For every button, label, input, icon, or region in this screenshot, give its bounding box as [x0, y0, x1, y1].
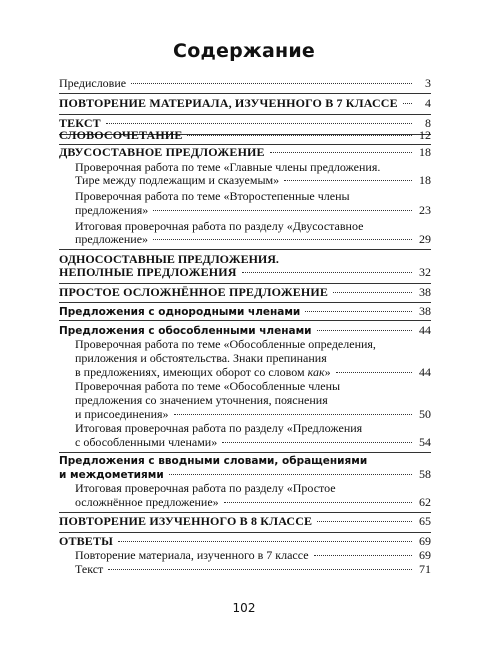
dot-leader — [242, 272, 412, 273]
dot-leader — [284, 180, 412, 181]
toc-entry-page: 69 — [419, 534, 431, 548]
dot-leader — [187, 135, 412, 136]
section-divider — [59, 512, 431, 513]
toc-entry-title: НЕПОЛНЫЕ ПРЕДЛОЖЕНИЯ — [59, 265, 237, 279]
toc-entry-title: ПОВТОРЕНИЕ МАТЕРИАЛА, ИЗУЧЕННОГО В 7 КЛАССЕ — [59, 96, 398, 110]
toc-entry-title: ПРОСТОЕ ОСЛОЖНЁННОЕ ПРЕДЛОЖЕНИЕ — [59, 285, 329, 299]
toc-entry-page: 44 — [419, 323, 431, 337]
section-divider — [59, 320, 431, 321]
toc-subentry-answers-review[interactable] — [75, 548, 431, 563]
toc-entry-page: 18 — [419, 173, 431, 187]
dot-leader — [108, 569, 412, 570]
dot-leader — [270, 152, 412, 153]
dot-leader — [106, 123, 412, 124]
toc-subentry-line: приложения и обстоятельства. Знаки препинания — [75, 351, 327, 365]
toc-entry-page: 8 — [425, 116, 431, 130]
dot-leader — [153, 239, 412, 240]
toc-entry-title: ПОВТОРЕНИЕ ИЗУЧЕННОГО В 8 КЛАССЕ — [59, 514, 313, 528]
toc-entry-title: Тире между подлежащим и сказуемым» — [75, 173, 280, 187]
dot-leader — [174, 414, 412, 415]
page-number: 102 — [232, 601, 256, 615]
toc-subentry-final-two-part[interactable] — [75, 232, 431, 247]
section-divider — [59, 93, 431, 94]
toc-entry-preface[interactable] — [59, 76, 431, 91]
toc-entry-text: в предложениях, имеющих оборот со словом — [75, 365, 308, 379]
toc-entry-complicated-sentence[interactable] — [59, 285, 431, 300]
toc-entry-italic-word: как — [307, 365, 325, 379]
dot-leader — [224, 502, 412, 503]
toc-entry-page: 38 — [419, 304, 431, 318]
toc-subentry-final-complicated[interactable] — [75, 495, 431, 510]
dot-leader — [131, 83, 412, 84]
toc-entry-two-part-sentence[interactable] — [59, 145, 431, 160]
dot-leader — [336, 372, 412, 373]
dot-leader — [169, 474, 412, 475]
section-divider — [59, 283, 431, 284]
toc-entry-page: 12 — [419, 128, 431, 142]
toc-entry-page: 29 — [419, 232, 431, 246]
page-title: Содержание — [173, 40, 315, 62]
dot-leader — [222, 442, 412, 443]
toc-entry-page: 50 — [419, 407, 431, 421]
toc-subentry-line: Проверочная работа по теме «Главные члены предложения. — [75, 160, 381, 174]
toc-subentry-line: Проверочная работа по теме «Обособленные члены — [75, 379, 341, 393]
toc-subentry-line: Итоговая проверочная работа по разделу «Двусоставное — [75, 219, 364, 233]
toc-entry-page: 58 — [419, 467, 431, 481]
toc-entry-review-7[interactable] — [59, 96, 431, 111]
toc-entry-title: ТЕКСТ — [59, 116, 101, 130]
toc-entry-title: Текст — [75, 562, 104, 576]
dot-leader — [305, 311, 412, 312]
section-divider — [59, 302, 431, 303]
toc-entry-title: Повторение материала, изученного в 7 классе — [75, 548, 309, 562]
toc-entry-page: 69 — [419, 548, 431, 562]
toc-entry-title: с обособленными членами» — [75, 435, 218, 449]
toc-entry-page: 62 — [419, 495, 431, 509]
toc-entry-title: предложение» — [75, 232, 149, 246]
toc-entry-line: ОДНОСОСТАВНЫЕ ПРЕДЛОЖЕНИЯ. — [59, 252, 279, 266]
toc-entry-title: и присоединения» — [75, 407, 169, 421]
toc-entry-title: ДВУСОСТАВНОЕ ПРЕДЛОЖЕНИЕ — [59, 145, 265, 159]
toc-entry-phrase[interactable] — [59, 128, 431, 143]
toc-entry-title: и междометиями — [59, 469, 164, 481]
toc-entry-page: 4 — [425, 96, 431, 110]
toc-entry-answers[interactable] — [59, 534, 431, 549]
dot-leader — [314, 555, 412, 556]
toc-subentry-line: предложения со значением уточнения, пояснения — [75, 393, 328, 407]
dot-leader — [317, 330, 412, 331]
toc-entry-page: 23 — [419, 203, 431, 217]
toc-entry-page: 18 — [419, 145, 431, 159]
toc-subentry-line: Проверочная работа по теме «Обособленные определения, — [75, 337, 376, 351]
toc-entry-title: Предложения с обособленными членами — [59, 325, 312, 337]
toc-entry-title: предложения» — [75, 203, 149, 217]
toc-subentry-final-isolated[interactable] — [75, 435, 431, 450]
toc-entry-one-part-sentences[interactable] — [59, 265, 431, 280]
toc-entry-title — [75, 365, 331, 380]
toc-entry-review-8[interactable] — [59, 514, 431, 529]
toc-entry-title: Предложения с однородными членами — [59, 306, 301, 318]
toc-subentry-secondary-members[interactable] — [75, 203, 431, 218]
toc-entry-page: 65 — [419, 514, 431, 528]
toc-subentry-line: Проверочная работа по теме «Второстепенные члены — [75, 189, 350, 203]
dot-leader — [118, 541, 412, 542]
toc-entry-title: осложнённое предложение» — [75, 495, 219, 509]
toc-entry-text: » — [324, 365, 331, 379]
section-divider — [59, 452, 431, 453]
toc-entry-page: 38 — [419, 285, 431, 299]
toc-entry-title: Предисловие — [59, 76, 127, 90]
toc-subentry-clarification[interactable] — [75, 407, 431, 422]
section-divider — [59, 114, 431, 115]
dot-leader — [333, 292, 412, 293]
section-divider — [59, 532, 431, 533]
toc-entry-title: ОТВЕТЫ — [59, 534, 114, 548]
toc-entry-page: 32 — [419, 265, 431, 279]
dot-leader — [153, 210, 412, 211]
toc-entry-page: 44 — [419, 365, 431, 379]
toc-subentry-line: Итоговая проверочная работа по разделу «Простое — [75, 481, 336, 495]
toc-subentry-main-members[interactable] — [75, 173, 431, 188]
toc-subentry-answers-text[interactable] — [75, 562, 431, 577]
toc-subentry-line: Итоговая проверочная работа по разделу «Предложения — [75, 421, 363, 435]
toc-entry-page: 71 — [419, 562, 431, 576]
toc-entry-homogeneous[interactable] — [59, 304, 431, 320]
toc-entry-title: СЛОВОСОЧЕТАНИЕ — [59, 128, 183, 142]
dot-leader — [403, 103, 412, 104]
toc-entry-page: 3 — [425, 76, 431, 90]
toc-entry-line: Предложения с вводными словами, обращениями — [59, 455, 368, 467]
toc-entry-page: 54 — [419, 435, 431, 449]
section-divider — [59, 249, 431, 250]
toc-subentry-isolated-definitions[interactable] — [75, 365, 431, 380]
dot-leader — [317, 521, 412, 522]
